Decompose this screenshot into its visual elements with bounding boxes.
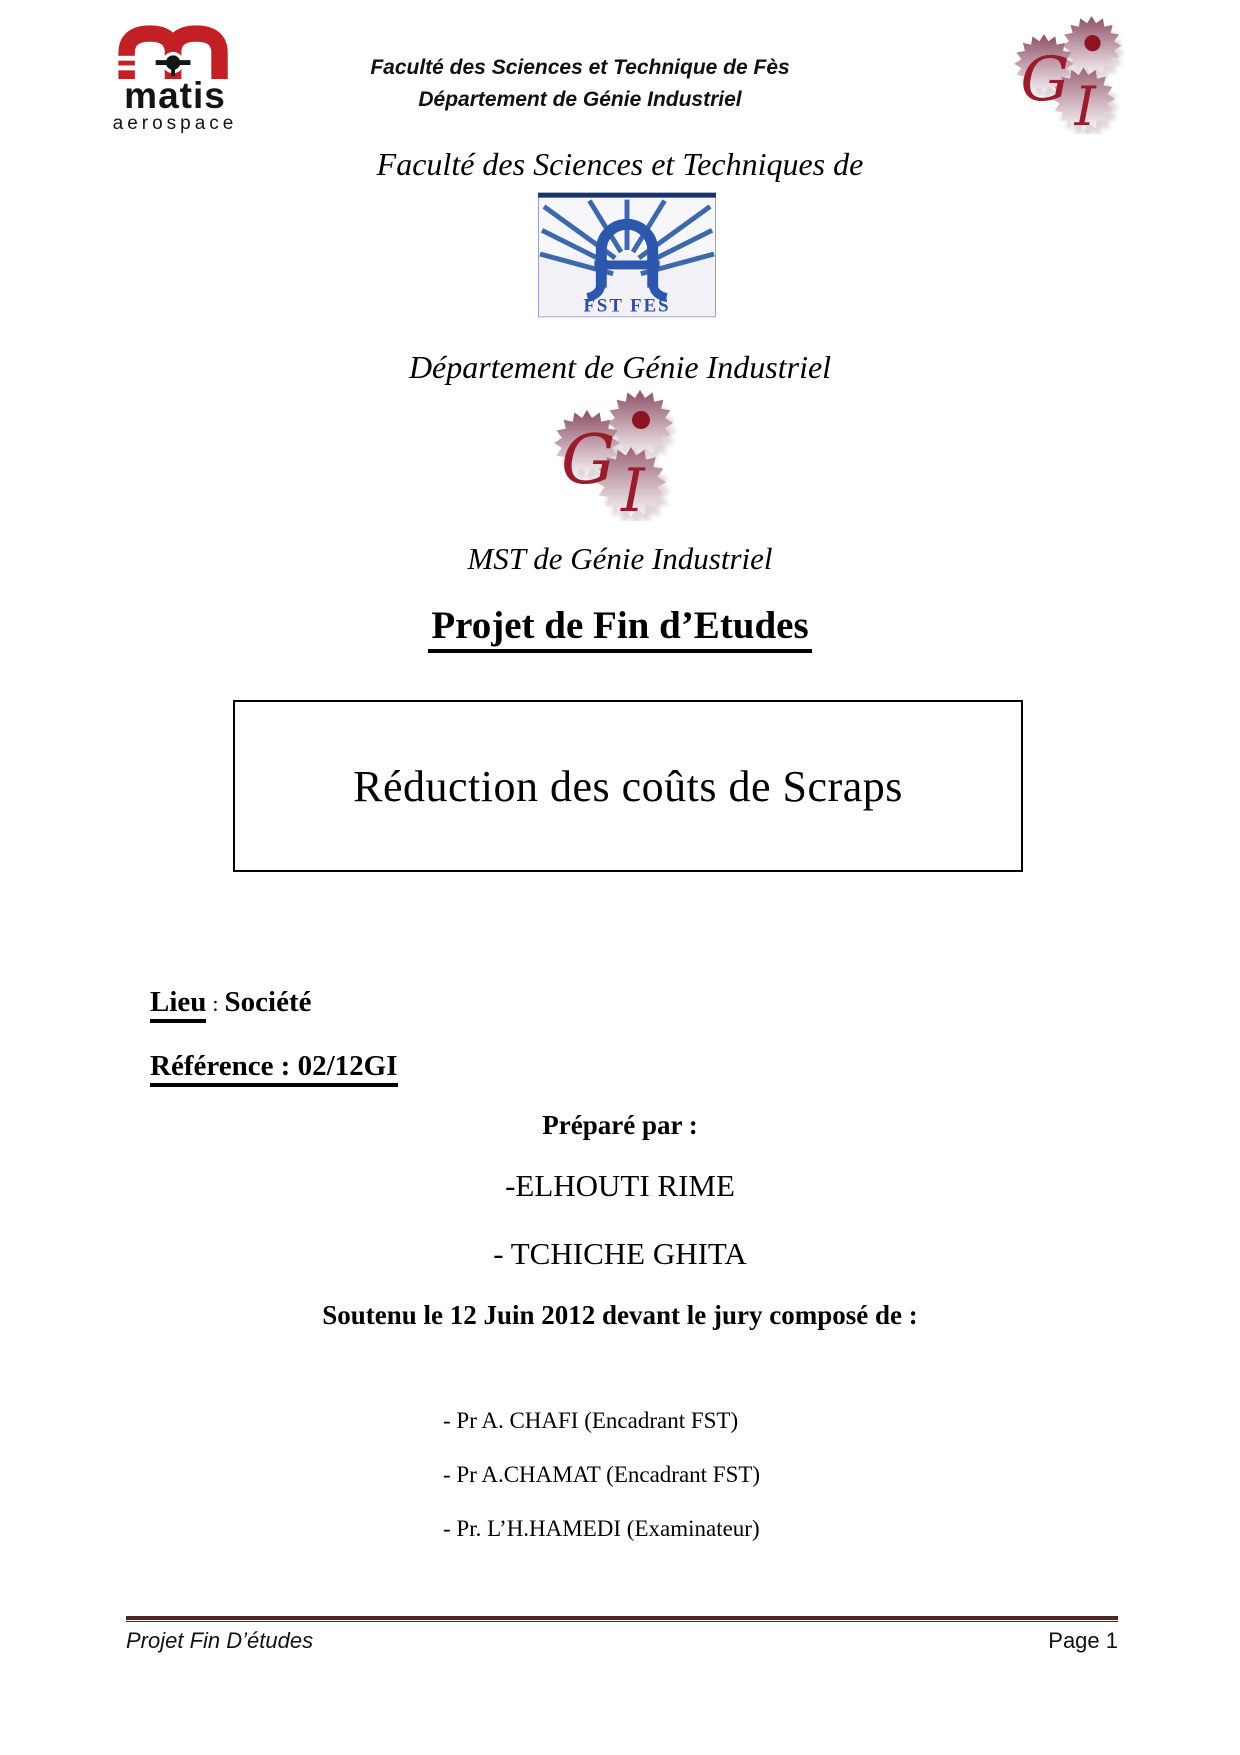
gi-letter-i: I bbox=[1074, 75, 1096, 134]
page-footer bbox=[126, 1616, 1118, 1654]
gi-logo-header-icon bbox=[1000, 8, 1140, 134]
footer-rule-thick bbox=[126, 1616, 1118, 1620]
lieu-value: Société bbox=[224, 986, 312, 1018]
gi-logo-center-icon bbox=[540, 381, 692, 521]
pfe-heading-text: Projet de Fin d’Etudes bbox=[428, 604, 811, 653]
jury-member: - Pr. L’H.HAMEDI (Examinateur) bbox=[443, 1516, 760, 1541]
fst-logo-caption: FST FES bbox=[583, 295, 671, 317]
matis-m-icon bbox=[100, 20, 250, 80]
author-name: - TCHICHE GHITA bbox=[493, 1236, 747, 1271]
header-institution-line2: Département de Génie Industriel bbox=[418, 87, 742, 111]
gi-letter-i: I bbox=[621, 456, 645, 521]
gi-letter-g: G bbox=[1020, 43, 1070, 115]
faculty-heading: Faculté des Sciences et Techniques de bbox=[376, 146, 864, 182]
thesis-title: Réduction des coûts de Scraps bbox=[353, 761, 903, 811]
pfe-heading bbox=[0, 603, 1240, 648]
prepared-label: Préparé par : bbox=[542, 1110, 698, 1140]
jury-list bbox=[443, 1408, 760, 1570]
jury-member: - Pr A. CHAFI (Encadrant FST) bbox=[443, 1408, 739, 1433]
matis-subtitle: aerospace bbox=[112, 113, 238, 135]
defense-line: Soutenu le 12 Juin 2012 devant le jury composé de : bbox=[322, 1300, 918, 1330]
footer-rule-thin bbox=[126, 1621, 1118, 1622]
footer-running-title: Projet Fin D’études bbox=[126, 1628, 314, 1653]
gi-letter-g: G bbox=[561, 421, 616, 500]
mst-heading: MST de Génie Industriel bbox=[467, 541, 773, 576]
jury-member: - Pr A.CHAMAT (Encadrant FST) bbox=[443, 1462, 761, 1487]
department-heading: Département de Génie Industriel bbox=[408, 349, 832, 385]
footer-page-number: Page 1 bbox=[1048, 1628, 1118, 1653]
author-name: -ELHOUTI RIME bbox=[505, 1168, 735, 1203]
matis-logo bbox=[95, 20, 255, 135]
reference-line bbox=[150, 1050, 398, 1083]
lieu-label: Lieu bbox=[150, 986, 206, 1023]
header-institution bbox=[310, 52, 850, 115]
lieu-line bbox=[150, 986, 312, 1019]
reference-text: Référence : 02/12GI bbox=[150, 1050, 398, 1087]
header-institution-line1: Faculté des Sciences et Technique de Fès bbox=[370, 56, 790, 79]
matis-wordmark: matis bbox=[124, 75, 226, 116]
lieu-separator: : bbox=[212, 991, 219, 1016]
thesis-title-box bbox=[233, 700, 1023, 872]
fst-fes-logo-icon bbox=[538, 192, 716, 318]
